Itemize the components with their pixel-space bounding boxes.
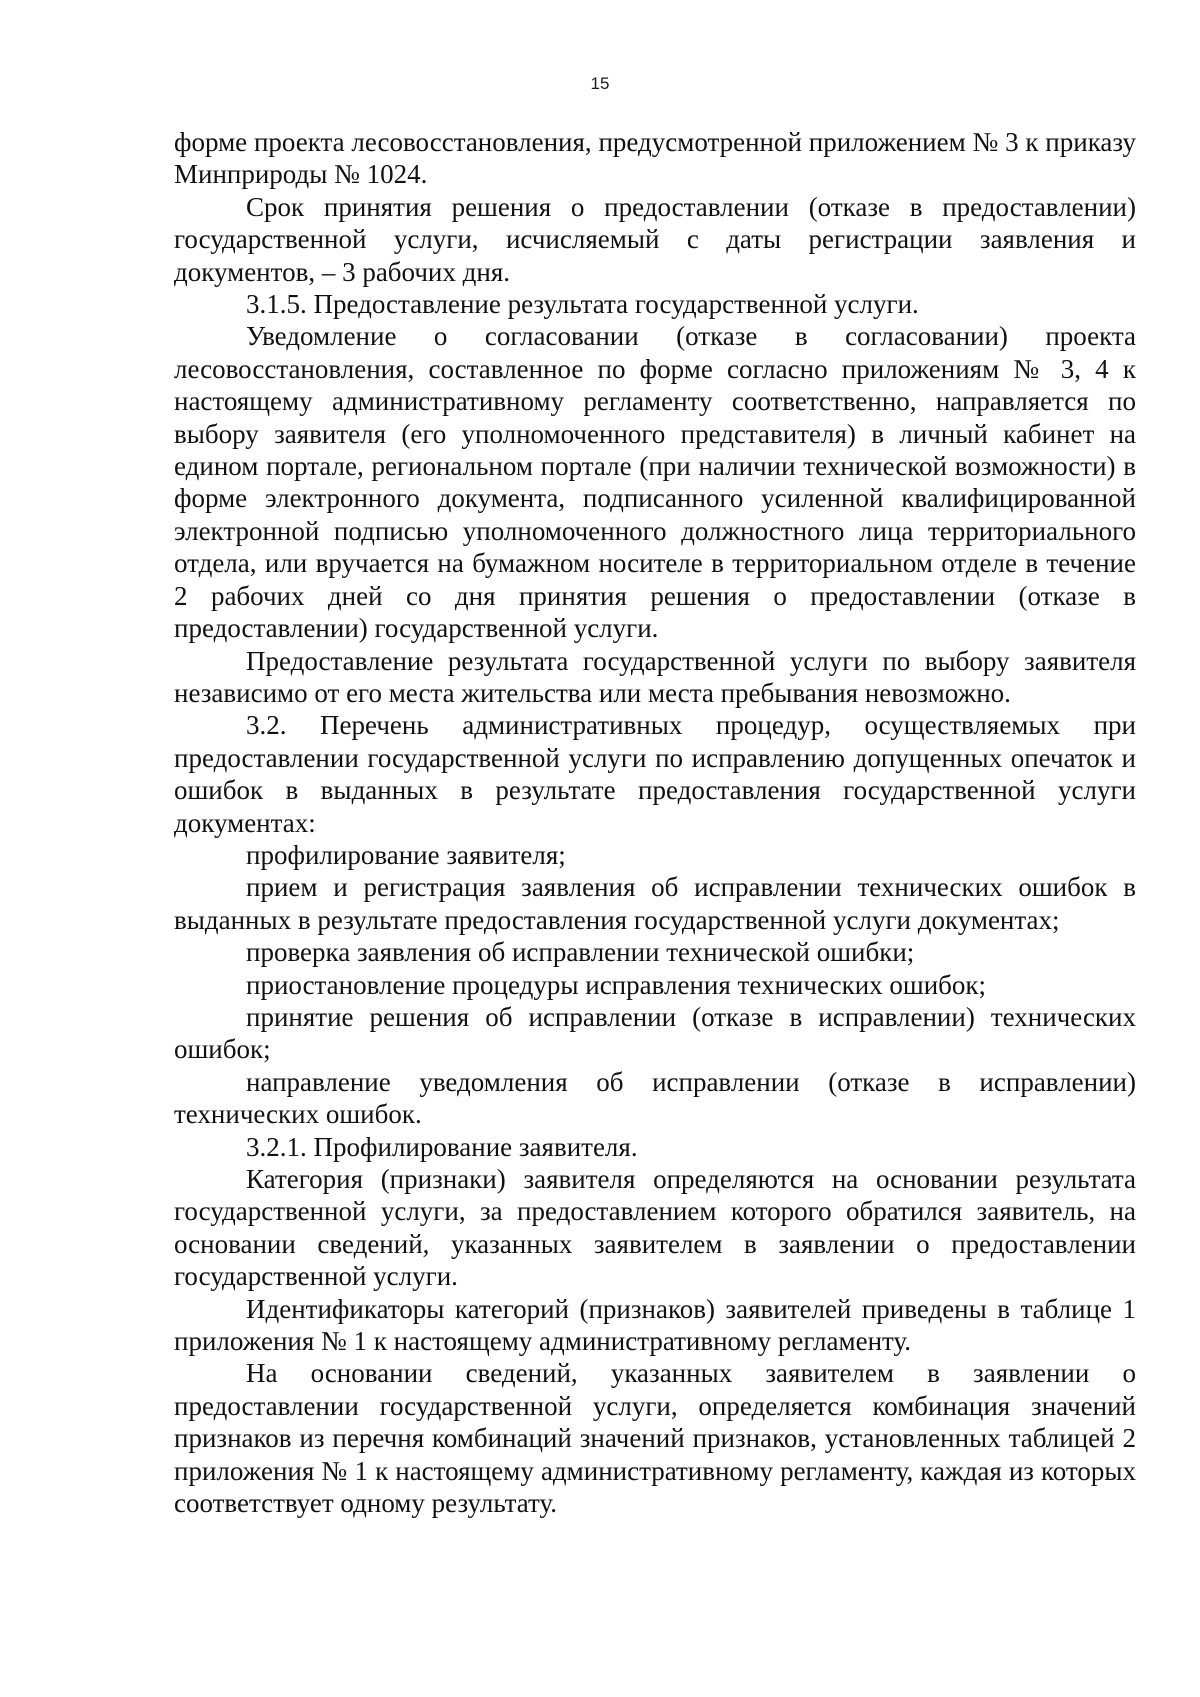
- document-body: [174, 126, 1136, 1519]
- list-item: принятие решения об исправлении (отказе в исправлении) технических ошибок;: [174, 1001, 1136, 1065]
- list-item: направление уведомления об исправлении (отказе в исправлении) технических ошибок.: [174, 1066, 1136, 1130]
- paragraph: Уведомление о согласовании (отказе в согласовании) проекта лесовосстановления, составленное по форме согласно приложениям № 3, 4 к настоящему административному регламенту соответственно, направляется по выбору заявителя (его уполномоченного представителя) в личный кабинет на едином портале, региональном портале (при наличии технической возможности) в форме электронного документа, подписанного усиленной квалифицированной электронной подписью уполномоченного должностного лица территориального отдела, или вручается на бумажном носителе в территориальном отделе в течение 2 рабочих дней со дня принятия решения о предоставлении (отказе в предоставлении) государственной услуги.: [174, 321, 1136, 644]
- page-number: 15: [590, 74, 610, 93]
- list-item: профилирование заявителя;: [246, 839, 566, 870]
- section-heading: 3.1.5. Предоставление результата государственной услуги.: [246, 289, 919, 320]
- list-item: приостановление процедуры исправления технических ошибок;: [246, 969, 986, 1000]
- paragraph: Предоставление результата государственной услуги по выбору заявителя независимо от его места жительства или места пребывания невозможно.: [174, 645, 1136, 708]
- paragraph: 3.2. Перечень административных процедур, осуществляемых при предоставлении государственной услуги по исправлению допущенных опечаток и ошибок в выданных в результате предоставления государственной услуги документах:: [174, 710, 1136, 838]
- paragraph: Категория (признаки) заявителя определяются на основании результата государственной услуги, за предоставлением которого обратился заявитель, на основании сведений, указанных заявителем в заявлении о предоставлении государственной услуги.: [174, 1164, 1136, 1292]
- section-heading: 3.2.1. Профилирование заявителя.: [246, 1131, 638, 1162]
- list-item: прием и регистрация заявления об исправлении технических ошибок в выданных в результате предоставления государственной услуги документах;: [174, 872, 1136, 935]
- paragraph: форме проекта лесовосстановления, предусмотренной приложением № 3 к приказу Минприроды № 1024.: [174, 127, 1136, 190]
- list-item: проверка заявления об исправлении технической ошибки;: [246, 937, 915, 968]
- paragraph: На основании сведений, указанных заявителем в заявлении о предоставлении государственной услуги, определяется комбинация значений признаков из перечня комбинаций значений признаков, установленных таблицей 2 приложения № 1 к настоящему административному регламенту, каждая из которых соответствует одному результату.: [174, 1358, 1136, 1519]
- paragraph: Срок принятия решения о предоставлении (отказе в предоставлении) государственной услуги, исчисляемый с даты регистрации заявления и документов, – 3 рабочих дня.: [174, 191, 1136, 287]
- paragraph: Идентификаторы категорий (признаков) заявителей приведены в таблице 1 приложения № 1 к настоящему административному регламенту.: [174, 1293, 1136, 1357]
